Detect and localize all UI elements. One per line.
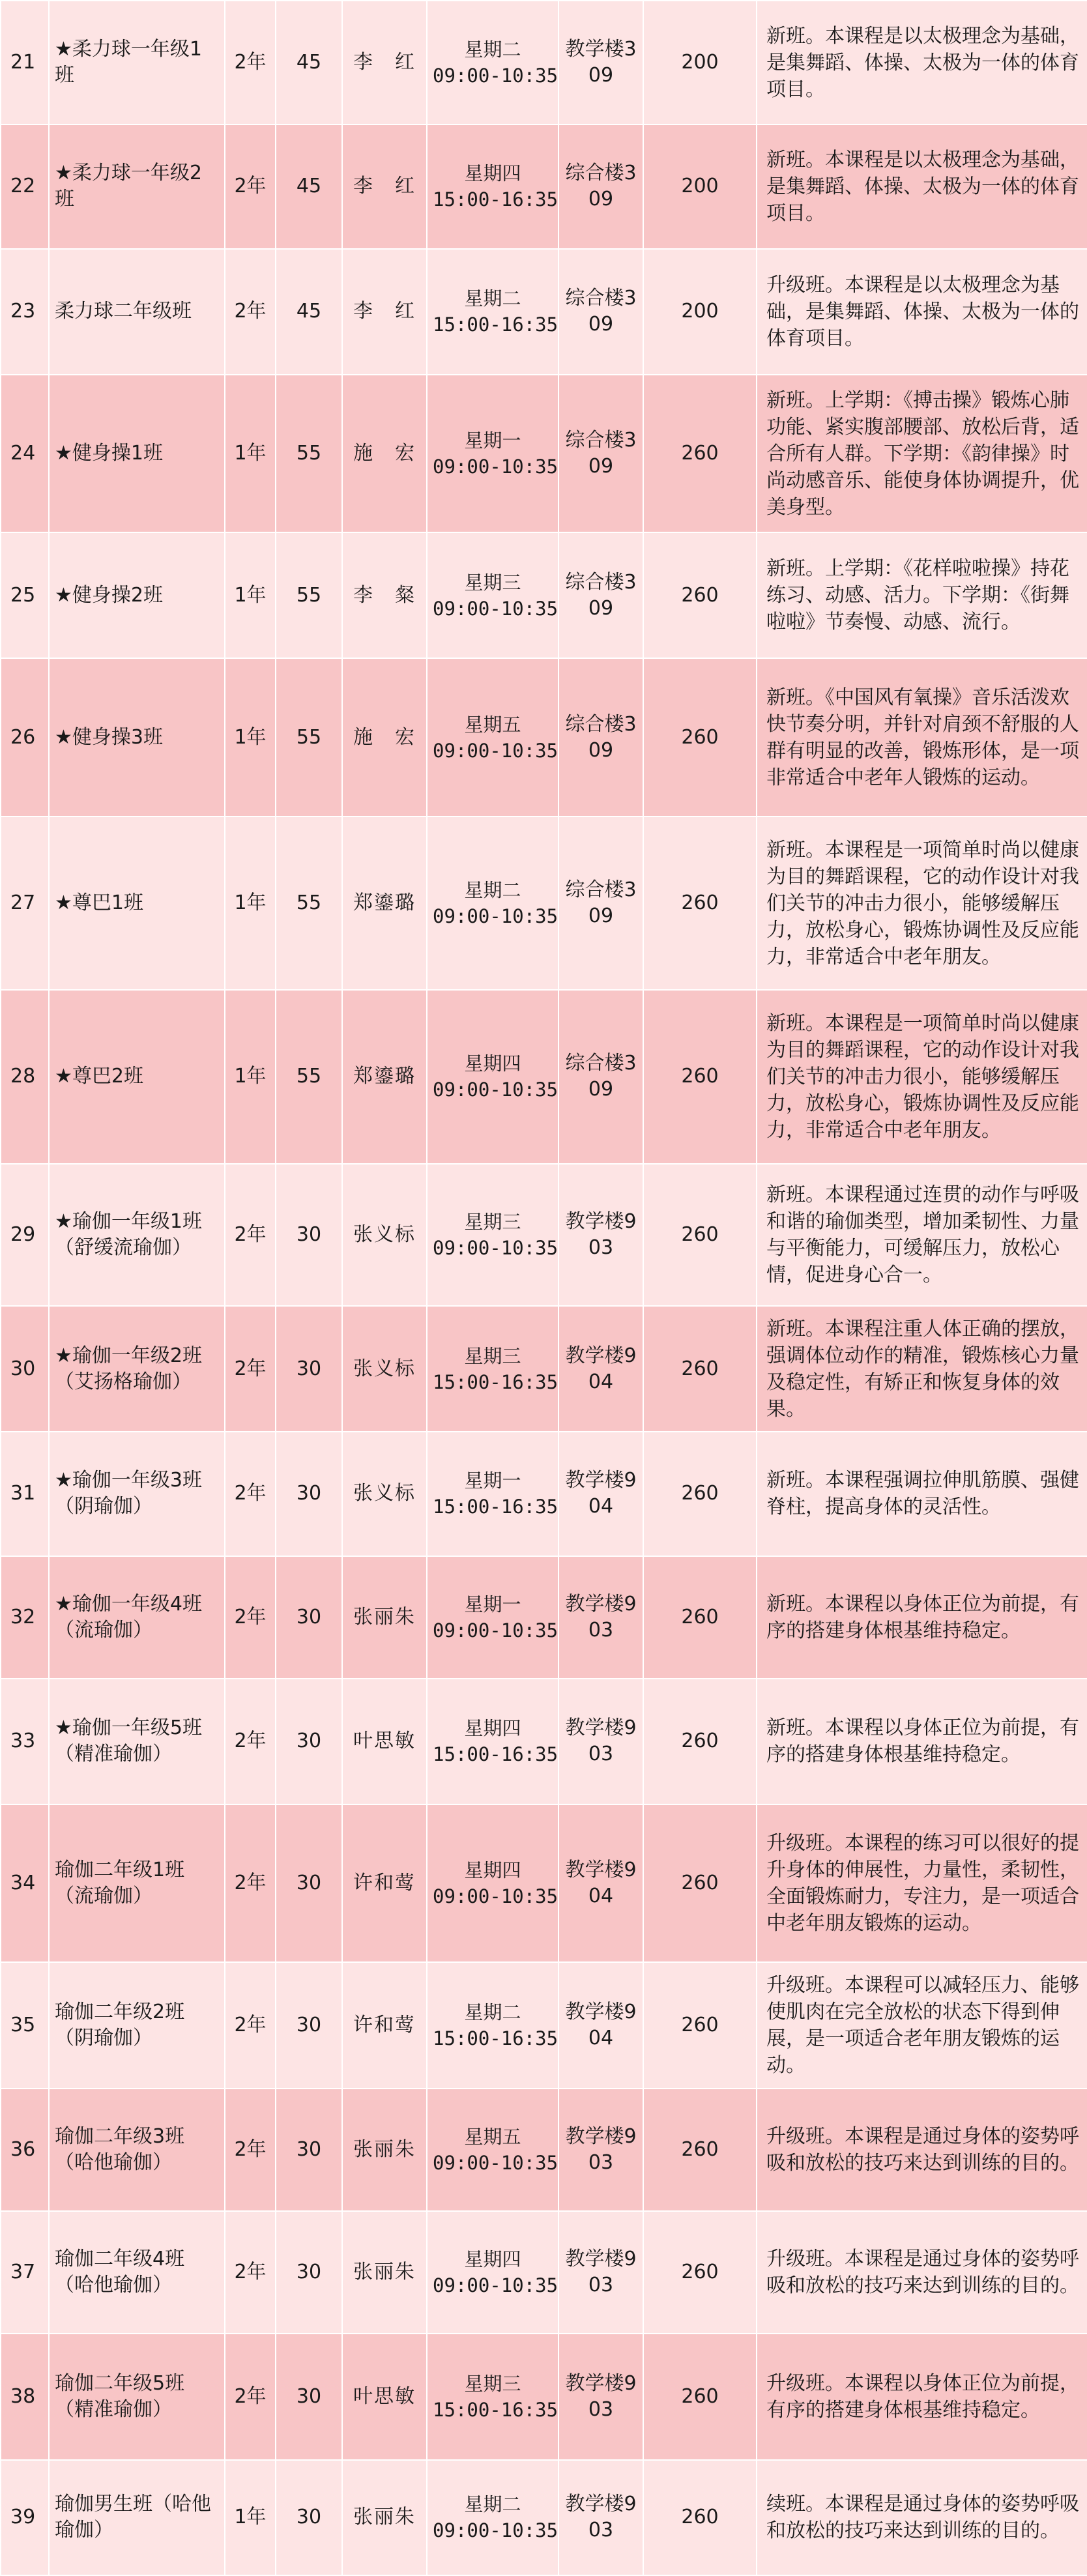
fee-cell: 200 bbox=[643, 124, 757, 248]
course-duration-cell: 1年 bbox=[225, 2460, 276, 2575]
schedule-time: 09:00-10:35 bbox=[433, 597, 558, 620]
classroom-cell: 教学楼903 bbox=[558, 2334, 643, 2459]
schedule-cell bbox=[427, 1432, 558, 1556]
table-row bbox=[1, 817, 1087, 990]
description-cell: 升级班。本课程是通过身体的姿势呼吸和放松的技巧来达到训练的目的。 bbox=[757, 2089, 1087, 2211]
teacher-cell: 许和莺 bbox=[342, 1962, 427, 2088]
course-number-cell: 36 bbox=[1, 2089, 49, 2211]
description-cell: 升级班。本课程是通过身体的姿势呼吸和放松的技巧来达到训练的目的。 bbox=[757, 2211, 1087, 2334]
schedule-day: 星期五 bbox=[464, 2125, 521, 2148]
teacher-cell: 李 红 bbox=[342, 124, 427, 248]
fee-cell: 260 bbox=[643, 2211, 757, 2334]
schedule-cell bbox=[427, 1164, 558, 1306]
schedule-cell bbox=[427, 375, 558, 532]
teacher-cell: 李 粲 bbox=[342, 532, 427, 658]
course-number-cell: 34 bbox=[1, 1804, 49, 1962]
fee-cell: 260 bbox=[643, 1962, 757, 2088]
schedule-time: 15:00-16:35 bbox=[433, 2398, 558, 2421]
teacher-cell: 叶思敏 bbox=[342, 2334, 427, 2459]
description-cell: 新班。上学期：《搏击操》锻炼心肺功能、紧实腹部腰部、放松后背，适合所有人群。下学期：《韵律操》时尚动感音乐、能使身体协调提升，优美身型。 bbox=[757, 375, 1087, 532]
classroom-cell: 综合楼309 bbox=[558, 375, 643, 532]
course-number-cell: 22 bbox=[1, 124, 49, 248]
description-cell: 新班。本课程是一项简单时尚以健康为目的舞蹈课程，它的动作设计对我们关节的冲击力很小，能够缓解压力，放松身心，锻炼协调性及反应能力，非常适合中老年朋友。 bbox=[757, 817, 1087, 990]
schedule-cell bbox=[427, 1306, 558, 1432]
schedule-day: 星期二 bbox=[464, 287, 521, 310]
schedule-day: 星期四 bbox=[464, 2248, 521, 2271]
course-number-cell: 39 bbox=[1, 2460, 49, 2575]
class-size-cell: 30 bbox=[276, 1804, 342, 1962]
course-name-cell: ★瑜伽一年级2班（艾扬格瑜伽） bbox=[49, 1306, 225, 1432]
course-name-cell: ★柔力球一年级1班 bbox=[49, 1, 225, 124]
class-size-cell: 30 bbox=[276, 2460, 342, 2575]
table-row bbox=[1, 1962, 1087, 2088]
description-cell: 升级班。本课程可以减轻压力、能够使肌肉在完全放松的状态下得到伸展，是一项适合老年朋友锻炼的运动。 bbox=[757, 1962, 1087, 2088]
course-number-cell: 23 bbox=[1, 249, 49, 375]
teacher-cell: 施 宏 bbox=[342, 658, 427, 816]
description-cell: 新班。本课程是以太极理念为基础，是集舞蹈、体操、太极为一体的体育项目。 bbox=[757, 124, 1087, 248]
classroom-cell: 教学楼903 bbox=[558, 2089, 643, 2211]
course-name-cell: ★瑜伽一年级5班（精准瑜伽） bbox=[49, 1679, 225, 1804]
course-name-cell: 瑜伽二年级3班（哈他瑜伽） bbox=[49, 2089, 225, 2211]
teacher-cell: 张丽朱 bbox=[342, 2089, 427, 2211]
fee-cell: 260 bbox=[643, 817, 757, 990]
course-number-cell: 37 bbox=[1, 2211, 49, 2334]
course-duration-cell: 2年 bbox=[225, 1679, 276, 1804]
course-number-cell: 32 bbox=[1, 1556, 49, 1679]
description-cell: 新班。本课程强调拉伸肌筋膜、强健脊柱，提高身体的灵活性。 bbox=[757, 1432, 1087, 1556]
class-size-cell: 30 bbox=[276, 1164, 342, 1306]
class-size-cell: 30 bbox=[276, 2211, 342, 2334]
schedule-day: 星期四 bbox=[464, 1052, 521, 1075]
course-duration-cell: 2年 bbox=[225, 249, 276, 375]
schedule-day: 星期二 bbox=[464, 2001, 521, 2024]
teacher-cell: 李 红 bbox=[342, 1, 427, 124]
table-row bbox=[1, 2334, 1087, 2459]
classroom-cell: 综合楼309 bbox=[558, 990, 643, 1163]
description-cell: 新班。本课程以身体正位为前提，有序的搭建身体根基维持稳定。 bbox=[757, 1556, 1087, 1679]
course-duration-cell: 1年 bbox=[225, 375, 276, 532]
teacher-cell: 张丽朱 bbox=[342, 2460, 427, 2575]
classroom-cell: 教学楼309 bbox=[558, 1, 643, 124]
class-size-cell: 55 bbox=[276, 375, 342, 532]
schedule-day: 星期一 bbox=[464, 1593, 521, 1615]
fee-cell: 260 bbox=[643, 1432, 757, 1556]
fee-cell: 260 bbox=[643, 2334, 757, 2459]
schedule-day: 星期一 bbox=[464, 1469, 521, 1492]
course-number-cell: 33 bbox=[1, 1679, 49, 1804]
class-size-cell: 30 bbox=[276, 1432, 342, 1556]
schedule-cell bbox=[427, 532, 558, 658]
table-row bbox=[1, 1679, 1087, 1804]
teacher-cell: 叶思敏 bbox=[342, 1679, 427, 1804]
teacher-cell: 许和莺 bbox=[342, 1804, 427, 1962]
schedule-day: 星期三 bbox=[464, 571, 521, 594]
course-name-cell: ★瑜伽一年级3班（阴瑜伽） bbox=[49, 1432, 225, 1556]
table-row bbox=[1, 658, 1087, 816]
fee-cell: 260 bbox=[643, 2460, 757, 2575]
teacher-cell: 郑鎏璐 bbox=[342, 990, 427, 1163]
course-name-cell: ★瑜伽一年级1班（舒缓流瑜伽） bbox=[49, 1164, 225, 1306]
schedule-time: 15:00-16:35 bbox=[433, 188, 558, 211]
table-row bbox=[1, 532, 1087, 658]
course-number-cell: 28 bbox=[1, 990, 49, 1163]
schedule-cell bbox=[427, 1556, 558, 1679]
schedule-cell bbox=[427, 658, 558, 816]
course-name-cell: ★健身操1班 bbox=[49, 375, 225, 532]
fee-cell: 260 bbox=[643, 1164, 757, 1306]
course-name-cell: 瑜伽二年级2班（阴瑜伽） bbox=[49, 1962, 225, 2088]
table-row bbox=[1, 249, 1087, 375]
table-row bbox=[1, 1306, 1087, 1432]
schedule-cell bbox=[427, 2334, 558, 2459]
teacher-cell: 张义标 bbox=[342, 1432, 427, 1556]
course-name-cell: ★尊巴2班 bbox=[49, 990, 225, 1163]
schedule-time: 15:00-16:35 bbox=[433, 313, 558, 336]
class-size-cell: 45 bbox=[276, 1, 342, 124]
course-duration-cell: 2年 bbox=[225, 1164, 276, 1306]
teacher-cell: 李 红 bbox=[342, 249, 427, 375]
course-name-cell: ★尊巴1班 bbox=[49, 817, 225, 990]
teacher-cell: 张丽朱 bbox=[342, 2211, 427, 2334]
course-duration-cell: 2年 bbox=[225, 1, 276, 124]
classroom-cell: 教学楼904 bbox=[558, 1804, 643, 1962]
course-name-cell: 瑜伽二年级1班（流瑜伽） bbox=[49, 1804, 225, 1962]
course-name-cell: ★柔力球一年级2班 bbox=[49, 124, 225, 248]
course-duration-cell: 2年 bbox=[225, 124, 276, 248]
schedule-time: 09:00-10:35 bbox=[433, 1885, 558, 1908]
schedule-cell bbox=[427, 990, 558, 1163]
schedule-cell bbox=[427, 1679, 558, 1804]
table-row bbox=[1, 990, 1087, 1163]
course-number-cell: 35 bbox=[1, 1962, 49, 2088]
schedule-time: 09:00-10:35 bbox=[433, 1078, 558, 1101]
description-cell: 升级班。本课程的练习可以很好的提升身体的伸展性，力量性，柔韧性，全面锻炼耐力，专注力，是一项适合中老年朋友锻炼的运动。 bbox=[757, 1804, 1087, 1962]
description-cell: 新班。《中国风有氧操》音乐活泼欢快节奏分明，并针对肩颈不舒服的人群有明显的改善，锻炼形体，是一项非常适合中老年人锻炼的运动。 bbox=[757, 658, 1087, 816]
course-duration-cell: 2年 bbox=[225, 2211, 276, 2334]
table-row bbox=[1, 1, 1087, 124]
teacher-cell: 郑鎏璐 bbox=[342, 817, 427, 990]
course-duration-cell: 1年 bbox=[225, 658, 276, 816]
class-size-cell: 55 bbox=[276, 990, 342, 1163]
schedule-time: 09:00-10:35 bbox=[433, 905, 558, 928]
description-cell: 新班。本课程是以太极理念为基础，是集舞蹈、体操、太极为一体的体育项目。 bbox=[757, 1, 1087, 124]
class-size-cell: 55 bbox=[276, 817, 342, 990]
schedule-time: 09:00-10:35 bbox=[433, 456, 558, 478]
course-number-cell: 27 bbox=[1, 817, 49, 990]
table-row bbox=[1, 2211, 1087, 2334]
classroom-cell: 教学楼903 bbox=[558, 2460, 643, 2575]
schedule-time: 15:00-16:35 bbox=[433, 1743, 558, 1766]
fee-cell: 260 bbox=[643, 1556, 757, 1679]
schedule-cell bbox=[427, 817, 558, 990]
course-number-cell: 31 bbox=[1, 1432, 49, 1556]
schedule-day: 星期一 bbox=[464, 429, 521, 452]
table-row bbox=[1, 124, 1087, 248]
schedule-cell bbox=[427, 2460, 558, 2575]
course-duration-cell: 2年 bbox=[225, 1962, 276, 2088]
table-row bbox=[1, 2460, 1087, 2575]
fee-cell: 260 bbox=[643, 990, 757, 1163]
classroom-cell: 教学楼903 bbox=[558, 1679, 643, 1804]
schedule-time: 15:00-16:35 bbox=[433, 1496, 558, 1518]
course-number-cell: 30 bbox=[1, 1306, 49, 1432]
course-name-cell: ★健身操3班 bbox=[49, 658, 225, 816]
classroom-cell: 综合楼309 bbox=[558, 817, 643, 990]
classroom-cell: 综合楼309 bbox=[558, 658, 643, 816]
course-duration-cell: 2年 bbox=[225, 2334, 276, 2459]
description-cell: 升级班。本课程是以太极理念为基础，是集舞蹈、体操、太极为一体的体育项目。 bbox=[757, 249, 1087, 375]
course-duration-cell: 1年 bbox=[225, 532, 276, 658]
class-size-cell: 55 bbox=[276, 658, 342, 816]
course-duration-cell: 1年 bbox=[225, 990, 276, 1163]
course-duration-cell: 2年 bbox=[225, 2089, 276, 2211]
class-size-cell: 45 bbox=[276, 124, 342, 248]
table-row bbox=[1, 1556, 1087, 1679]
schedule-day: 星期四 bbox=[464, 162, 521, 185]
course-duration-cell: 2年 bbox=[225, 1432, 276, 1556]
schedule-time: 09:00-10:35 bbox=[433, 2151, 558, 2174]
course-number-cell: 29 bbox=[1, 1164, 49, 1306]
classroom-cell: 综合楼309 bbox=[558, 532, 643, 658]
fee-cell: 260 bbox=[643, 375, 757, 532]
schedule-day: 星期二 bbox=[464, 38, 521, 61]
course-name-cell: 柔力球二年级班 bbox=[49, 249, 225, 375]
classroom-cell: 综合楼309 bbox=[558, 124, 643, 248]
table-row bbox=[1, 375, 1087, 532]
schedule-day: 星期三 bbox=[464, 1344, 521, 1367]
class-size-cell: 30 bbox=[276, 1306, 342, 1432]
description-cell: 新班。本课程以身体正位为前提，有序的搭建身体根基维持稳定。 bbox=[757, 1679, 1087, 1804]
course-name-cell: 瑜伽二年级5班（精准瑜伽） bbox=[49, 2334, 225, 2459]
schedule-cell bbox=[427, 2089, 558, 2211]
schedule-cell bbox=[427, 249, 558, 375]
schedule-day: 星期二 bbox=[464, 2493, 521, 2516]
course-duration-cell: 1年 bbox=[225, 817, 276, 990]
description-cell: 新班。本课程通过连贯的动作与呼吸和谐的瑜伽类型，增加柔韧性、力量与平衡能力，可缓解压力，放松心情，促进身心合一。 bbox=[757, 1164, 1087, 1306]
course-duration-cell: 2年 bbox=[225, 1804, 276, 1962]
classroom-cell: 教学楼904 bbox=[558, 1962, 643, 2088]
fee-cell: 260 bbox=[643, 532, 757, 658]
course-number-cell: 38 bbox=[1, 2334, 49, 2459]
class-size-cell: 30 bbox=[276, 2089, 342, 2211]
course-number-cell: 21 bbox=[1, 1, 49, 124]
table-row bbox=[1, 1804, 1087, 1962]
fee-cell: 200 bbox=[643, 1, 757, 124]
teacher-cell: 张义标 bbox=[342, 1164, 427, 1306]
description-cell: 升级班。本课程以身体正位为前提，有序的搭建身体根基维持稳定。 bbox=[757, 2334, 1087, 2459]
class-size-cell: 30 bbox=[276, 1962, 342, 2088]
schedule-day: 星期二 bbox=[464, 879, 521, 902]
course-duration-cell: 2年 bbox=[225, 1556, 276, 1679]
schedule-time: 09:00-10:35 bbox=[433, 65, 558, 87]
course-duration-cell: 2年 bbox=[225, 1306, 276, 1432]
schedule-cell bbox=[427, 124, 558, 248]
class-size-cell: 55 bbox=[276, 532, 342, 658]
schedule-cell bbox=[427, 1, 558, 124]
schedule-day: 星期四 bbox=[464, 1859, 521, 1882]
course-table-body bbox=[1, 1, 1087, 2575]
schedule-time: 09:00-10:35 bbox=[433, 2519, 558, 2542]
course-number-cell: 26 bbox=[1, 658, 49, 816]
classroom-cell: 教学楼904 bbox=[558, 1306, 643, 1432]
teacher-cell: 张义标 bbox=[342, 1306, 427, 1432]
class-size-cell: 45 bbox=[276, 249, 342, 375]
schedule-time: 09:00-10:35 bbox=[433, 2274, 558, 2297]
course-name-cell: 瑜伽二年级4班（哈他瑜伽） bbox=[49, 2211, 225, 2334]
schedule-day: 星期三 bbox=[464, 2372, 521, 2395]
fee-cell: 200 bbox=[643, 249, 757, 375]
description-cell: 续班。本课程是通过身体的姿势呼吸和放松的技巧来达到训练的目的。 bbox=[757, 2460, 1087, 2575]
class-size-cell: 30 bbox=[276, 1679, 342, 1804]
schedule-time: 09:00-10:35 bbox=[433, 1619, 558, 1642]
course-name-cell: ★瑜伽一年级4班（流瑜伽） bbox=[49, 1556, 225, 1679]
description-cell: 新班。上学期：《花样啦啦操》持花练习、动感、活力。下学期：《街舞啦啦》节奏慢、动感、流行。 bbox=[757, 532, 1087, 658]
course-name-cell: ★健身操2班 bbox=[49, 532, 225, 658]
classroom-cell: 教学楼904 bbox=[558, 1432, 643, 1556]
course-name-cell: 瑜伽男生班（哈他瑜伽） bbox=[49, 2460, 225, 2575]
description-cell: 新班。本课程注重人体正确的摆放，强调体位动作的精准，锻炼核心力量及稳定性，有矫正和恢复身体的效果。 bbox=[757, 1306, 1087, 1432]
fee-cell: 260 bbox=[643, 1804, 757, 1962]
schedule-day: 星期四 bbox=[464, 1717, 521, 1740]
schedule-day: 星期五 bbox=[464, 713, 521, 736]
fee-cell: 260 bbox=[643, 2089, 757, 2211]
fee-cell: 260 bbox=[643, 1679, 757, 1804]
schedule-day: 星期三 bbox=[464, 1210, 521, 1233]
classroom-cell: 综合楼309 bbox=[558, 249, 643, 375]
schedule-time: 09:00-10:35 bbox=[433, 739, 558, 762]
fee-cell: 260 bbox=[643, 658, 757, 816]
schedule-cell bbox=[427, 1962, 558, 2088]
course-number-cell: 24 bbox=[1, 375, 49, 532]
schedule-time: 15:00-16:35 bbox=[433, 1370, 558, 1393]
schedule-time: 09:00-10:35 bbox=[433, 1236, 558, 1259]
table-row bbox=[1, 1164, 1087, 1306]
classroom-cell: 教学楼903 bbox=[558, 1556, 643, 1679]
teacher-cell: 施 宏 bbox=[342, 375, 427, 532]
class-size-cell: 30 bbox=[276, 2334, 342, 2459]
schedule-time: 15:00-16:35 bbox=[433, 2027, 558, 2050]
teacher-cell: 张丽朱 bbox=[342, 1556, 427, 1679]
fee-cell: 260 bbox=[643, 1306, 757, 1432]
course-number-cell: 25 bbox=[1, 532, 49, 658]
classroom-cell: 教学楼903 bbox=[558, 1164, 643, 1306]
class-size-cell: 30 bbox=[276, 1556, 342, 1679]
classroom-cell: 教学楼903 bbox=[558, 2211, 643, 2334]
table-row bbox=[1, 2089, 1087, 2211]
description-cell: 新班。本课程是一项简单时尚以健康为目的舞蹈课程，它的动作设计对我们关节的冲击力很小，能够缓解压力，放松身心，锻炼协调性及反应能力，非常适合中老年朋友。 bbox=[757, 990, 1087, 1163]
schedule-cell bbox=[427, 1804, 558, 1962]
table-row bbox=[1, 1432, 1087, 1556]
schedule-cell bbox=[427, 2211, 558, 2334]
